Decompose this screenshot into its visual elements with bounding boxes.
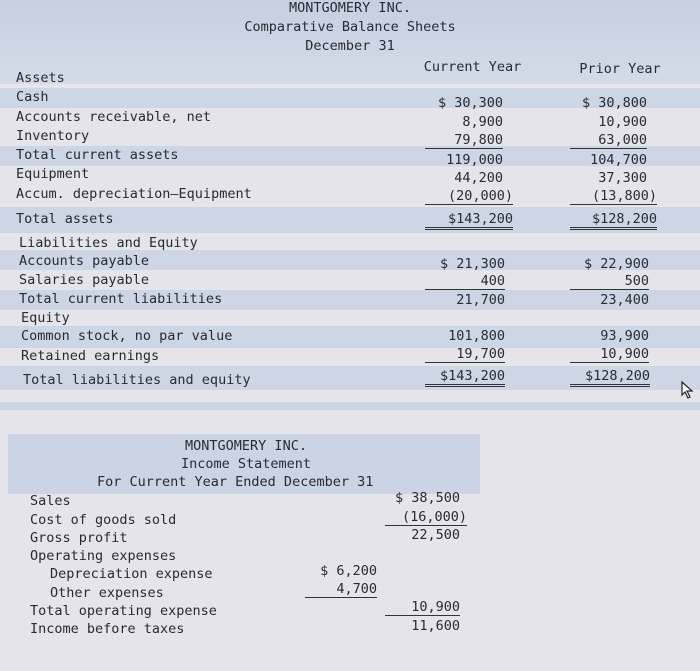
liabilities-equity-heading: Liabilities and Equity (19, 235, 198, 251)
other-expenses-label: Other expenses (50, 585, 164, 601)
col-header-current-year: Current Year (423, 59, 522, 75)
retained-earnings-prior: 10,900 (570, 346, 649, 363)
row-label-retained-earnings: Retained earnings (21, 348, 160, 364)
mouse-pointer-icon (680, 380, 696, 400)
bs-company-name: MONTGOMERY INC. (289, 0, 411, 16)
ar-prior: 10,900 (598, 114, 647, 130)
row-label-total-current-liabilities: Total current liabilities (19, 291, 223, 307)
row-label-total-current-assets: Total current assets (16, 147, 179, 163)
bs-date: December 31 (305, 38, 395, 54)
section-divider (0, 402, 700, 410)
tcl-current: 21,700 (456, 292, 505, 308)
row-label-accounts-payable: Accounts payable (19, 253, 150, 269)
equipment-current: 44,200 (454, 170, 503, 186)
row-label-total-assets: Total assets (16, 211, 114, 227)
is-title: Income Statement (180, 456, 312, 472)
row-label-equipment: Equipment (16, 166, 90, 182)
gross-profit-label: Gross profit (30, 530, 128, 546)
ap-prior: $ 22,900 (583, 256, 649, 272)
row-label-inventory: Inventory (16, 128, 90, 144)
total-le-current: $143,200 (425, 368, 505, 387)
gross-profit-value: 22,500 (411, 527, 460, 543)
other-expenses-value: 4,700 (305, 581, 377, 598)
row-label-total-liabilities-equity: Total liabilities and equity (23, 372, 251, 388)
cogs-label: Cost of goods sold (30, 512, 177, 528)
tcl-prior: 23,400 (600, 292, 649, 308)
accum-dep-current: (20,000) (425, 188, 513, 205)
accum-dep-prior: (13,800) (570, 188, 657, 205)
total-assets-current: $143,200 (425, 211, 513, 230)
operating-expenses-label: Operating expenses (30, 548, 177, 564)
salaries-current: 400 (425, 273, 505, 290)
equity-heading: Equity (21, 310, 70, 326)
common-stock-prior: 93,900 (600, 328, 649, 344)
bs-title: Comparative Balance Sheets (244, 19, 456, 35)
col-header-prior-year: Prior Year (579, 61, 661, 77)
depreciation-expense-label: Depreciation expense (50, 566, 213, 582)
income-before-taxes-value: 11,600 (411, 618, 460, 634)
ar-current: 8,900 (462, 114, 503, 130)
tca-prior: 104,700 (590, 152, 647, 168)
row-label-salaries-payable: Salaries payable (19, 272, 150, 288)
total-le-prior: $128,200 (570, 368, 650, 387)
row-label-cash: Cash (16, 89, 49, 105)
sales-label: Sales (30, 493, 71, 509)
retained-earnings-current: 19,700 (425, 346, 505, 363)
assets-heading: Assets (16, 70, 65, 86)
cogs-value: (16,000) (385, 509, 467, 526)
row-label-accum-depreciation: Accum. depreciation—Equipment (16, 186, 252, 202)
cash-current: $ 30,300 (437, 95, 503, 111)
ap-current: $ 21,300 (439, 256, 505, 272)
is-company-name: MONTGOMERY INC. (185, 438, 307, 454)
total-operating-expense-value: 10,900 (385, 599, 460, 616)
tca-current: 119,000 (446, 152, 503, 168)
income-before-taxes-label: Income before taxes (30, 621, 185, 637)
is-period: For Current Year Ended December 31 (97, 474, 374, 490)
cash-prior: $ 30,800 (581, 95, 647, 111)
sales-value: $ 38,500 (394, 490, 460, 506)
total-operating-expense-label: Total operating expense (30, 603, 217, 619)
row-label-accounts-receivable: Accounts receivable, net (16, 109, 212, 125)
total-assets-prior: $128,200 (570, 211, 657, 230)
salaries-prior: 500 (570, 273, 649, 290)
inventory-prior: 63,000 (570, 132, 647, 149)
equipment-prior: 37,300 (598, 170, 647, 186)
inventory-current: 79,800 (425, 132, 503, 149)
row-label-common-stock: Common stock, no par value (21, 328, 233, 344)
common-stock-current: 101,800 (448, 328, 505, 344)
depreciation-expense-value: $ 6,200 (320, 563, 377, 579)
